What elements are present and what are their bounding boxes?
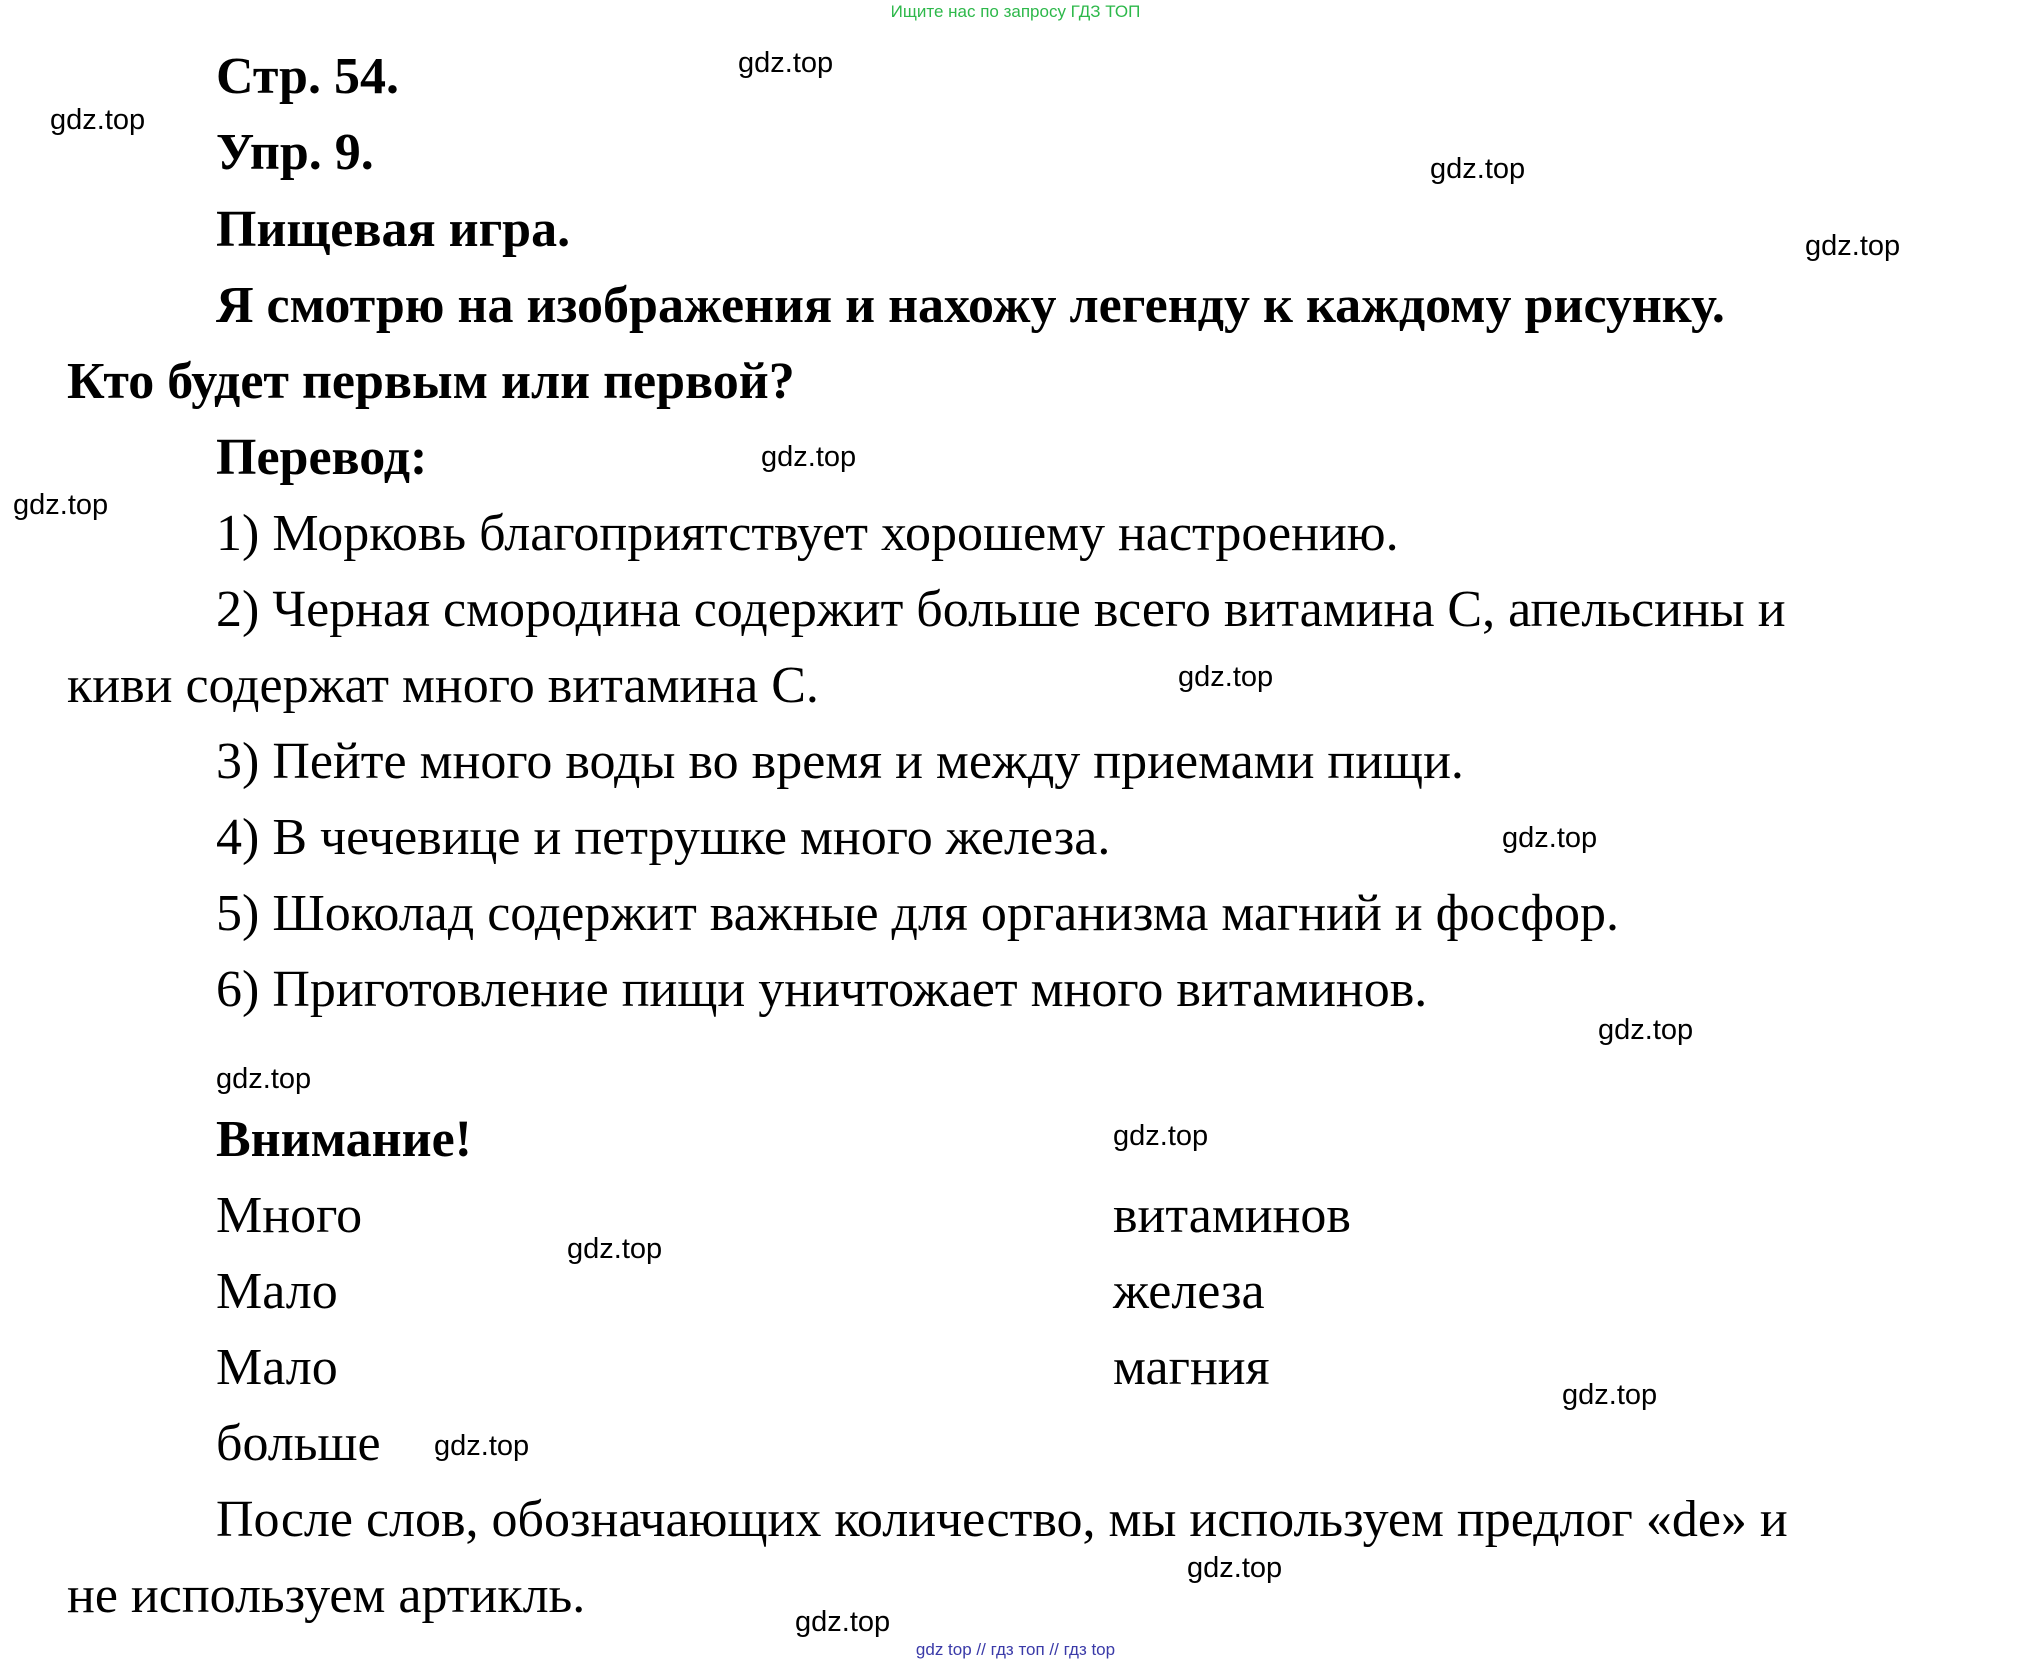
top-banner-link[interactable]: Ищите нас по запросу ГДЗ ТОП [890,2,1141,21]
watermark: gdz.top [567,1233,663,1265]
watermark: gdz.top [1805,230,1901,262]
watermark: gdz.top [1178,661,1274,693]
watermark: gdz.top [1430,153,1526,185]
task-text-line-1: Я смотрю на изображения и нахожу легенду к каждому рисунку. [216,277,1725,334]
quantity-word: Много [216,1187,363,1244]
quantity-word: Мало [216,1339,338,1396]
watermark: gdz.top [50,104,146,136]
quantity-word: Мало [216,1263,338,1320]
exercise-number: Упр. 9. [216,124,374,181]
quantity-word: больше [216,1415,381,1472]
watermark: gdz.top [761,441,857,473]
translation-heading: Перевод: [216,429,428,486]
watermark: gdz.top [1187,1552,1283,1584]
watermark: gdz.top [434,1430,530,1462]
watermark: gdz.top [795,1606,891,1638]
watermark: gdz.top [1562,1379,1658,1411]
watermark: gdz.top [1113,1120,1209,1152]
translation-item-5: 5) Шоколад содержит важные для организма магний и фосфор. [216,885,1620,942]
exercise-title: Пищевая игра. [216,201,571,258]
translation-item-2-line-1: 2) Черная смородина содержит больше всего витамина С, апельсины и [216,581,1786,638]
translation-item-1: 1) Морковь благоприятствует хорошему настроению. [216,505,1399,562]
grammar-note-line-1: После слов, обозначающих количество, мы используем предлог «de» и [216,1491,1788,1548]
translation-item-6: 6) Приготовление пищи уничтожает много витаминов. [216,961,1428,1018]
watermark: gdz.top [1502,822,1598,854]
noun-word: витаминов [1113,1187,1351,1244]
watermark: gdz.top [738,47,834,79]
footer-links[interactable]: gdz top // гдз топ // гдз top [915,1640,1116,1659]
watermark: gdz.top [216,1063,312,1095]
noun-word: магния [1113,1339,1270,1396]
noun-word: железа [1113,1263,1265,1320]
translation-item-4: 4) В чечевице и петрушке много железа. [216,809,1111,866]
task-text-line-2: Кто будет первым или первой? [67,353,795,410]
attention-heading: Внимание! [216,1111,472,1168]
page-number: Стр. 54. [216,48,399,105]
translation-item-3: 3) Пейте много воды во время и между приемами пищи. [216,733,1464,790]
translation-item-2-line-2: киви содержат много витамина С. [67,657,819,714]
watermark: gdz.top [1598,1014,1694,1046]
grammar-note-line-2: не используем артикль. [67,1567,586,1624]
watermark: gdz.top [13,489,109,521]
